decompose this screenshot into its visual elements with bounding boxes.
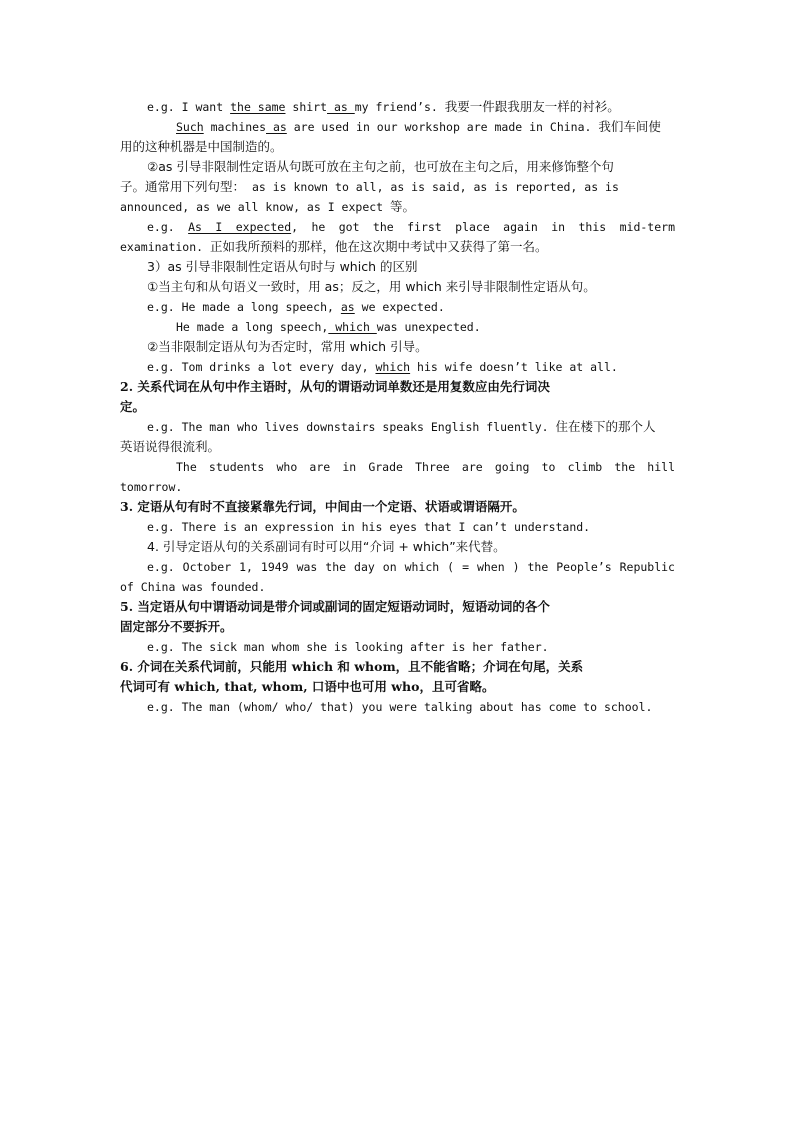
- section-heading-6-cont: 代词可有 which, that, whom, 口语中也可用 who，且可省略。: [120, 679, 495, 694]
- example-line: The students who are in Grade Three are going to climb the hill: [176, 460, 675, 474]
- example-line: e.g. October 1, 1949 was the day on which ( = when ) the People’s Republic: [147, 560, 675, 574]
- section-heading-4: 4. 引导定语从句的关系副词有时可以用“介词 + which”来代替。: [147, 539, 506, 554]
- rule-line: announced, as we all know, as I expect 等。: [120, 199, 416, 214]
- example-line: e.g. Tom drinks a lot every day, which his wife doesn’t like at all.: [147, 360, 618, 374]
- rule-line: 子。通常用下列句型： as is known to all, as is said, as is reported, as is: [120, 179, 619, 194]
- example-line: He made a long speech, which was unexpected.: [176, 320, 481, 334]
- example-line: e.g. There is an expression in his eyes that I can’t understand.: [147, 520, 591, 534]
- subsection-heading: 3）as 引导非限制性定语从句时与 which 的区别: [147, 259, 418, 274]
- section-heading-2-cont: 定。: [120, 399, 146, 414]
- section-heading-5-cont: 固定部分不要拆开。: [120, 619, 233, 634]
- rule-line: ②当非限制定语从句为否定时，常用 which 引导。: [147, 339, 428, 354]
- example-line: e.g. The man who lives downstairs speaks English fluently. 住在楼下的那个人: [147, 419, 656, 434]
- section-heading-3: 3. 定语从句有时不直接紧靠先行词，中间由一个定语、状语或谓语隔开。: [120, 499, 525, 514]
- example-line-same-as: e.g. I want the same shirt as my friend’s. 我要一件跟我朋友一样的衬衫。: [147, 99, 620, 114]
- document-page: [120, 97, 675, 717]
- example-line: e.g. The man (whom/ who/ that) you were talking about has come to school.: [147, 700, 653, 714]
- translation-line: 英语说得很流利。: [120, 439, 221, 454]
- underlined-phrase: as: [340, 300, 355, 314]
- example-line: of China was founded.: [120, 580, 266, 594]
- example-line: examination. 正如我所预料的那样，他在这次期中考试中又获得了第一名。: [120, 239, 548, 254]
- underlined-phrase: as: [266, 120, 287, 134]
- rule-line: ②as 引导非限制性定语从句既可放在主句之前，也可放在主句之后，用来修饰整个句: [147, 159, 614, 174]
- translation-line: 用的这种机器是中国制造的。: [120, 139, 283, 154]
- underlined-phrase: which: [375, 360, 411, 374]
- example-line-as-expected: e.g. As I expected, he got the first place again in this mid-term: [147, 220, 675, 234]
- example-line: e.g. The sick man whom she is looking after is her father.: [147, 640, 549, 654]
- example-line: tomorrow.: [120, 480, 183, 494]
- section-heading-6: 6. 介词在关系代词前，只能用 which 和 whom，且不能省略；介词在句尾，关系: [120, 659, 584, 674]
- example-line-such-as: Such machines as are used in our workshop are made in China. 我们车间使: [176, 119, 661, 134]
- underlined-phrase: as: [327, 100, 355, 114]
- section-heading-5: 5. 当定语从句中谓语动词是带介词或副词的固定短语动词时，短语动词的各个: [120, 599, 550, 614]
- underlined-phrase: As I expected: [188, 220, 292, 234]
- underlined-phrase: Such: [176, 120, 204, 134]
- underlined-phrase: the same: [230, 100, 286, 114]
- underlined-phrase: which: [328, 320, 377, 334]
- example-line: e.g. He made a long speech, as we expected.: [147, 300, 445, 314]
- section-heading-2: 2. 关系代词在从句中作主语时，从句的谓语动词单数还是用复数应由先行词决: [120, 379, 550, 394]
- rule-line: ①当主句和从句语义一致时，用 as；反之，用 which 来引导非限制性定语从句。: [147, 279, 596, 294]
